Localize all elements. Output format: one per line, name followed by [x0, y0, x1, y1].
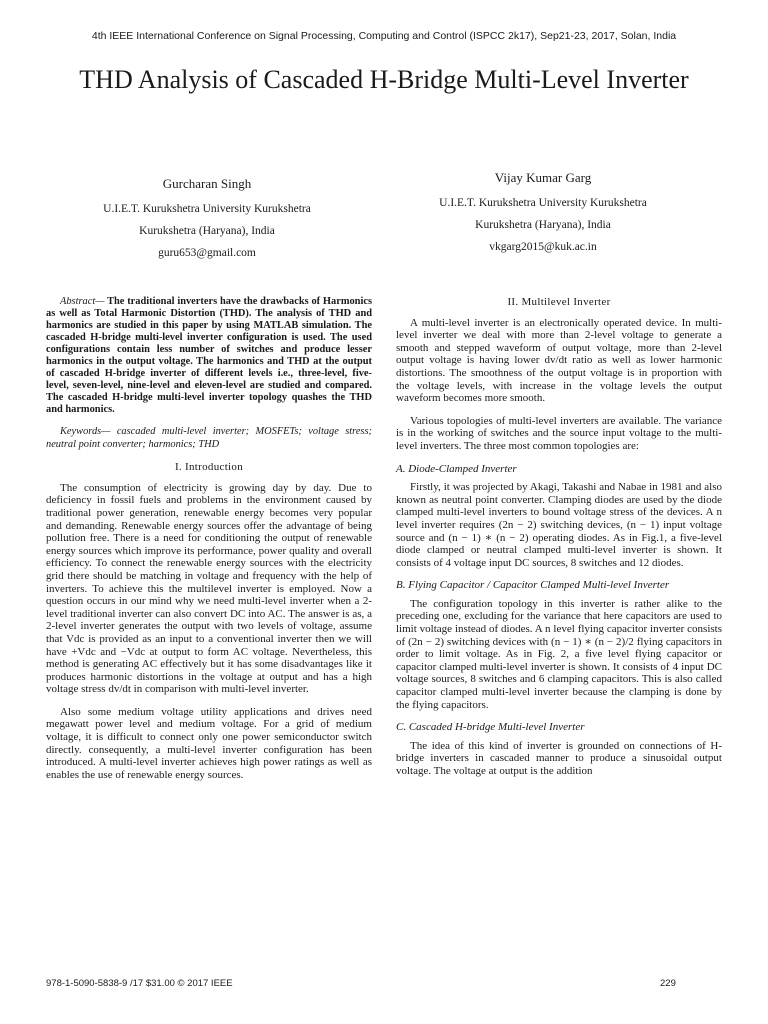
footer-copyright: 978-1-5090-5838-9 /17 $31.00 © 2017 IEEE [46, 978, 233, 989]
author-location: Kurukshetra (Haryana), India [139, 225, 275, 237]
left-column [46, 296, 372, 791]
subsection-heading-c: C. Cascaded H-bridge Multi-level Inverter [396, 721, 585, 734]
section-heading-multilevel: II. Multilevel Inverter [507, 296, 611, 308]
multilevel-paragraph-2: Various topologies of multi-level inverters are available. The variance is in the working of switches and the source input voltage to the multi-level inverters. The three most common topologies are: [396, 414, 722, 452]
page-number: 229 [660, 978, 676, 989]
paper-title: THD Analysis of Cascaded H-Bridge Multi-Level Inverter [79, 65, 689, 94]
subsection-heading-a: A. Diode-Clamped Inverter [396, 462, 517, 475]
author-name: Vijay Kumar Garg [494, 170, 592, 185]
subsection-b-paragraph: The configuration topology in this inverter is rather alike to the preceding one, excluding for the variance that here capacitors are used to limit voltage instead of diodes. A n level flying capacitor inverter consists of (2n − 2) switching devices with (n − 1) ∗ (n − 2)/2 flying capacitors in order to limit voltage. As in Fig. 2, a five level flying capacitor or capacitor clamped multi-level inverter is shown. It consists of 4 input DC voltage sources, 8 switches and 6 clamping capacitors. This is also called capacitor clamped multi-level inverter because the clamping is done by the flying capacitors. [396, 597, 722, 711]
keywords-lead: Keywords— [60, 426, 111, 437]
author-block-2 [418, 170, 668, 258]
subsection-c-paragraph: The idea of this kind of inverter is grounded on connections of H-bridge inverters in cascaded manner to produce a sinusoidal output voltage. The voltage at output is the addition [396, 739, 722, 777]
author-name: Gurcharan Singh [162, 176, 252, 191]
right-column [396, 296, 722, 788]
keywords-text: cascaded multi-level inverter; MOSFETs; voltage stress; neutral point converter; harmonics; THD [46, 426, 372, 450]
author-affiliation: U.I.E.T. Kurukshetra University Kurukshetra [439, 197, 647, 209]
author-location: Kurukshetra (Haryana), India [475, 219, 611, 231]
keywords [46, 426, 372, 451]
intro-paragraph-1: The consumption of electricity is growing day by day. Due to deficiency in fossil fuels and problems in the environment caused by traditional power generation, renewable energy becomes very popular and demanding. Renewable energy sources offer the advantage of being pollution free. There is a need for conditioning the output of renewable energy sources which improve its performance, power quality and overall efficiency. To connect the renewable energy sources with the electricity grid there should be matching in voltage and frequency with the help of inverters. To achieve this the multilevel inverter is employed. Now a question occurs in our mind why we need multi-level inverter when a 2-level traditional inverter can also convert DC into AC. The answer is as, a 2-level inverter generates the output with two levels of voltage, assume that Vdc is provided as an input to a conventional inverter then we will have +Vdc and −Vdc at output to form AC voltage. Nevertheless, this method is generating AC effectively but it has some disadvantages like it produces harmonic distortions in the voltage at output and has a high voltage stress dv/dt in comparison with multi-level inverter. [46, 481, 372, 696]
intro-paragraph-2: Also some medium voltage utility applications and drives need megawatt power level and medium voltage. For a grid of medium voltage, it is difficult to connect only one power semiconductor switch directly. consequently, a multi-level inverter configuration has been introduced. A multi-level inverter achieves high power ratings as well as enables the use of renewable energy sources. [46, 705, 372, 781]
author-block-1 [82, 176, 332, 264]
author-email: guru653@gmail.com [158, 247, 256, 259]
multilevel-paragraph-1: A multi-level inverter is an electronically operated device. In multi-level inverter we deal with more than 2-level voltage to generate a smooth and stepped waveform of output voltage, more than 2-level output voltage is having lower dv/dt ratio as well as lower harmonic distortions. The smoothness of the output voltage is in proportion with the voltage levels, with increase in the voltage levels the output waveform becomes more smooth. [396, 316, 722, 405]
abstract-text: The traditional inverters have the drawbacks of Harmonics as well as Total Harmonic Distortion (THD). The analysis of THD and harmonics are studied in this paper by using MATLAB simulation. The cascaded H-bridge multi-level inverter configuration is used. The used configurations contain less number of switches and produce lesser harmonics in the output voltage. The harmonics and THD at the output of cascaded H-bridge inverter of different levels i.e., three-level, five-level, seven-level, nine-level and eleven-level are studied and compared. The cascaded H-bridge multi-level inverter topology quashes the THD and harmonics. [46, 296, 372, 415]
conference-header: 4th IEEE International Conference on Signal Processing, Computing and Control (ISPCC 2k17), Sep21-23, 2017, Solan, India [91, 30, 677, 42]
author-email: vkgarg2015@kuk.ac.in [489, 241, 597, 253]
abstract [46, 296, 372, 416]
abstract-lead: Abstract— [60, 296, 105, 307]
subsection-a-paragraph: Firstly, it was projected by Akagi, Takashi and Nabae in 1981 and also known as neutral point converter. Clamping diodes are used by the diode clamped multi-level inverters to bound voltage stress of the devices. A n level inverter requires (2n − 2) switching devices, (n − 1) input voltage source and (n − 1) ∗ (n − 2) operating diodes. As in Fig.1, a five-level diode clamped or neutral clamped multi-level inverter is shown. It consists of 4 voltage input DC sources, 8 switches and 12 diodes. [396, 481, 722, 569]
subsection-heading-b: B. Flying Capacitor / Capacitor Clamped Multi-level Inverter [396, 579, 670, 592]
author-affiliation: U.I.E.T. Kurukshetra University Kurukshetra [103, 203, 311, 215]
section-heading-introduction: I. Introduction [174, 461, 244, 474]
